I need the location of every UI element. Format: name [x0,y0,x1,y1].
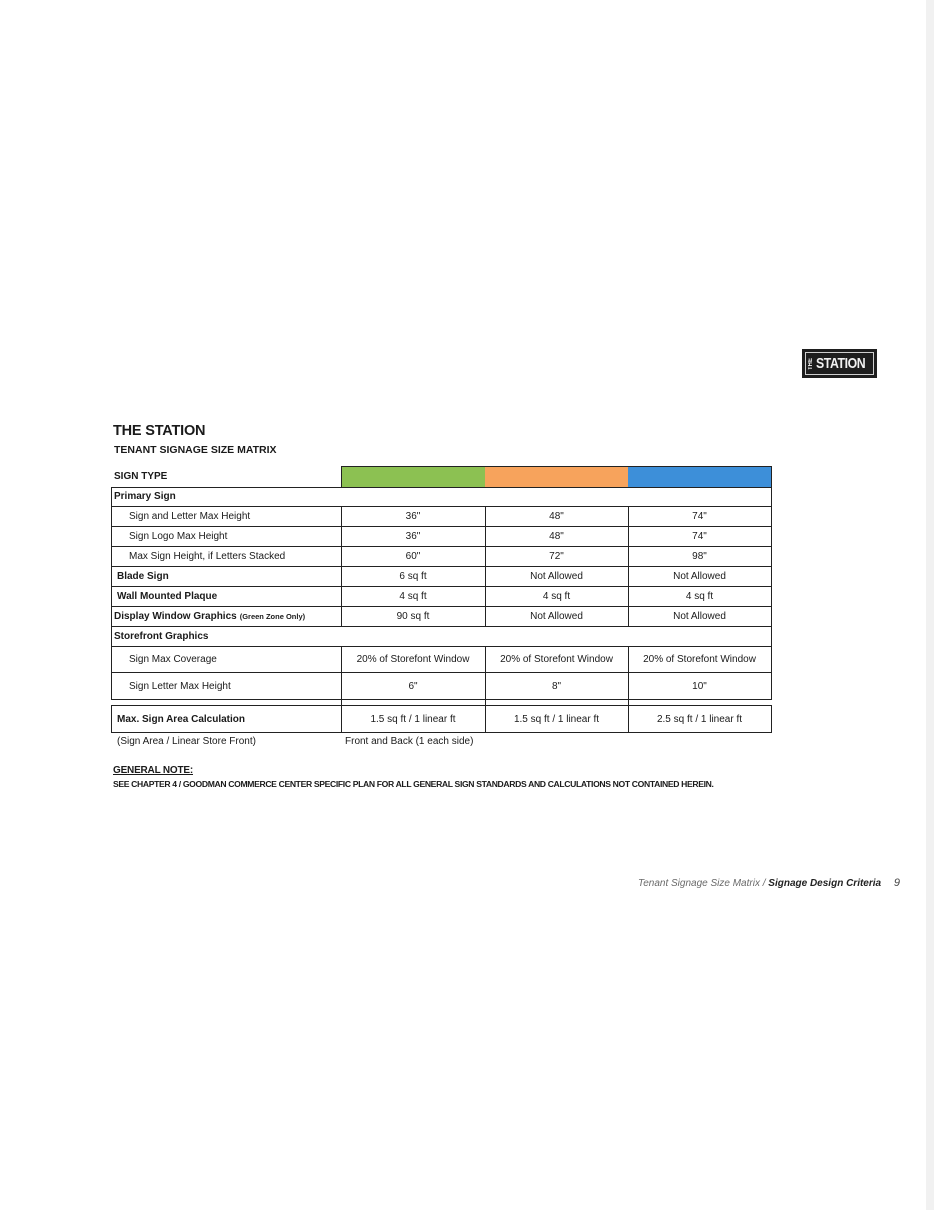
area-note: (Sign Area / Linear Store Front) [117,736,256,747]
table-cell: 36" [405,510,421,522]
row-sign-letter-max-label: Sign and Letter Max Height [129,510,251,522]
table-cell: 2.5 sq ft / 1 linear ft [656,713,743,725]
page-subtitle: TENANT SIGNAGE SIZE MATRIX [114,444,277,456]
table-cell: 4 sq ft [542,590,571,602]
table-cell: Not Allowed [673,610,726,622]
blue-zone-swatch [628,466,771,487]
row-sign-logo-max-label: Sign Logo Max Height [129,530,228,542]
footer-section: Tenant Signage Size Matrix / [638,878,766,889]
logo-the-text: THE [808,357,814,370]
general-note-text: SEE CHAPTER 4 / GOODMAN COMMERCE CENTER SPECIFIC PLAN FOR ALL GENERAL SIGN STANDARDS AND CALCULATIONS NOT CONTAINED HEREIN. [113,779,714,789]
table-cell: 74" [692,510,707,522]
row-max-area-calc-label: Max. Sign Area Calculation [117,713,245,725]
table-cell: 48" [549,510,564,522]
logo-station-text: STATION [816,355,866,372]
table-cell: Not Allowed [673,570,726,582]
table-cell: 6" [408,680,418,692]
table-cell: 8" [551,680,562,692]
green-zone-swatch [341,466,485,487]
table-cell: Not Allowed [530,610,583,622]
footer-doc-title: Signage Design Criteria [768,878,882,889]
row-sign-letter-max-height-label: Sign Letter Max Height [129,680,231,692]
row-max-stacked-label: Max Sign Height, if Letters Stacked [129,550,286,562]
table-cell: 10" [692,680,707,692]
primary-sign-label: Primary Sign [114,491,176,502]
table-cell: 6 sq ft [399,570,427,582]
table-cell: 98" [692,550,707,562]
table-cell: 36" [405,530,421,542]
front-back-note: Front and Back (1 each side) [345,736,474,747]
sign-type-header: SIGN TYPE [114,471,168,482]
row-sign-max-coverage-label: Sign Max Coverage [129,653,217,665]
display-window-label-text: Display Window Graphics [114,610,237,622]
the-station-logo [802,349,877,378]
general-note-heading: GENERAL NOTE: [113,765,193,776]
table-cell: 48" [549,530,564,542]
page-number: 9 [893,877,900,889]
table-cell: 74" [692,530,707,542]
table-cell: 1.5 sq ft / 1 linear ft [370,713,456,725]
table-cell: 72" [549,550,564,562]
storefront-graphics-label: Storefront Graphics [114,630,209,642]
table-cell: 20% of Storefont Window [500,653,613,665]
row-display-window-label [114,606,340,626]
orange-zone-swatch [485,466,628,487]
table-cell: 20% of Storefont Window [356,653,470,665]
row-blade-sign-label: Blade Sign [117,570,169,582]
page-edge-shadow [926,0,934,1210]
table-cell: 4 sq ft [399,590,427,602]
row-wall-plaque-label: Wall Mounted Plaque [117,590,218,602]
page-title: THE STATION [113,423,206,439]
table-cell: Not Allowed [530,570,583,582]
table-cell: 60" [405,550,421,562]
page-footer [560,877,900,889]
table-cell: 4 sq ft [685,590,714,602]
table-cell: 20% of Storefont Window [643,653,756,665]
green-zone-only-note: (Green Zone Only) [239,611,306,621]
table-cell: 1.5 sq ft / 1 linear ft [513,713,600,725]
table-cell: 90 sq ft [396,610,430,622]
